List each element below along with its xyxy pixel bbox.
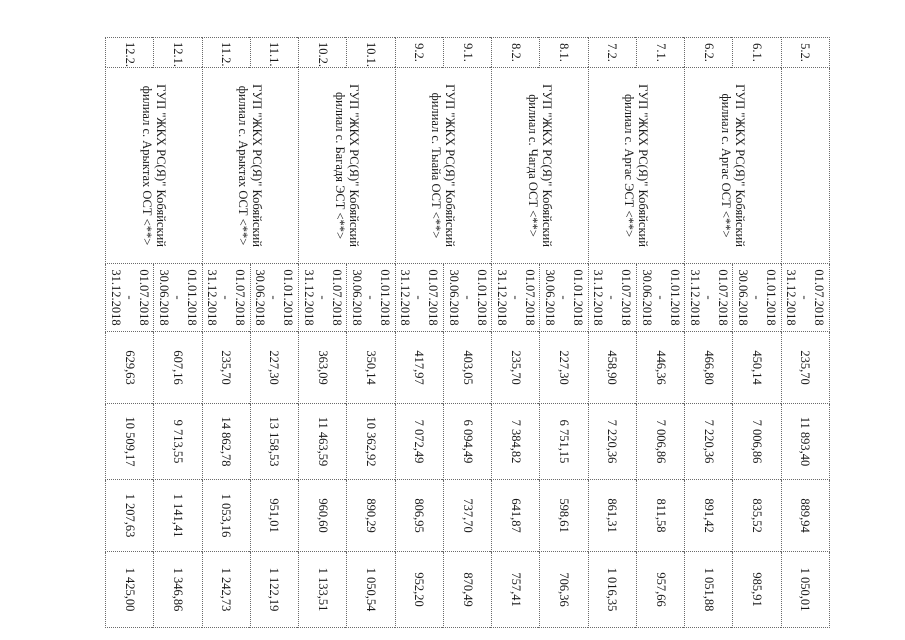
value-cell-4: 985,91 (733, 552, 781, 628)
value-cell-3: 641,87 (492, 480, 540, 552)
period-cell: 01.01.2018 - 30.06.2018 (636, 264, 684, 332)
value-cell-4: 1 133,51 (299, 552, 347, 628)
organization-cell: ГУП "ЖКХ РС(Я)" Кобяйский филиал с. Арыктах ОСТ <**> (106, 68, 203, 264)
value-cell-3: 737,70 (443, 480, 491, 552)
value-cell-3: 891,42 (685, 480, 733, 552)
organization-cell: ГУП "ЖКХ РС(Я)" Кобяйский филиал с. Арыктах ОСТ <**> (202, 68, 299, 264)
organization-cell: ГУП "ЖКХ РС(Я)" Кобяйский филиал с. Аргас ЭСТ <**> (588, 68, 685, 264)
organization-cell: ГУП "ЖКХ РС(Я)" Кобяйский филиал с. Аргас ОСТ <**> (685, 68, 782, 264)
row-number: 11.2. (202, 38, 250, 68)
value-cell-1: 466,80 (685, 332, 733, 404)
value-cell-1: 227,30 (250, 332, 298, 404)
value-cell-3: 835,52 (733, 480, 781, 552)
value-cell-4: 1 016,35 (588, 552, 636, 628)
organization-cell-empty (781, 68, 829, 264)
period-cell: 01.07.2018 - 31.12.2018 (106, 264, 154, 332)
period-cell: 01.07.2018 - 31.12.2018 (395, 264, 443, 332)
value-cell-2: 14 862,78 (202, 404, 250, 480)
value-cell-1: 235,70 (781, 332, 829, 404)
row-number: 12.1. (154, 38, 202, 68)
value-cell-2: 6 094,49 (443, 404, 491, 480)
row-number: 6.2. (685, 38, 733, 68)
value-cell-3: 598,61 (540, 480, 588, 552)
value-cell-2: 6 751,15 (540, 404, 588, 480)
value-cell-4: 1 425,00 (106, 552, 154, 628)
row-number: 7.2. (588, 38, 636, 68)
row-number: 8.2. (492, 38, 540, 68)
value-cell-4: 1 346,86 (154, 552, 202, 628)
value-cell-1: 607,16 (154, 332, 202, 404)
value-cell-2: 7 072,49 (395, 404, 443, 480)
value-cell-1: 235,70 (202, 332, 250, 404)
row-number: 5.2. (781, 38, 829, 68)
value-cell-1: 450,14 (733, 332, 781, 404)
value-cell-1: 235,70 (492, 332, 540, 404)
period-cell: 01.01.2018 - 30.06.2018 (347, 264, 395, 332)
value-cell-2: 7 006,86 (733, 404, 781, 480)
period-cell: 01.01.2018 - 30.06.2018 (250, 264, 298, 332)
table-row (347, 38, 395, 628)
value-cell-1: 403,05 (443, 332, 491, 404)
value-cell-1: 458,90 (588, 332, 636, 404)
period-cell: 01.07.2018 - 31.12.2018 (685, 264, 733, 332)
period-cell: 01.07.2018 - 31.12.2018 (299, 264, 347, 332)
period-cell: 01.01.2018 - 30.06.2018 (733, 264, 781, 332)
value-cell-1: 363,09 (299, 332, 347, 404)
value-cell-3: 806,95 (395, 480, 443, 552)
row-number: 9.2. (395, 38, 443, 68)
value-cell-3: 1 053,16 (202, 480, 250, 552)
value-cell-3: 811,58 (636, 480, 684, 552)
period-cell: 01.07.2018 - 31.12.2018 (588, 264, 636, 332)
organization-cell: ГУП "ЖКХ РС(Я)" Кобяйский филиал с. Тыайа ОСТ <**> (395, 68, 492, 264)
value-cell-2: 7 220,36 (685, 404, 733, 480)
value-cell-1: 417,97 (395, 332, 443, 404)
value-cell-3: 889,94 (781, 480, 829, 552)
value-cell-4: 1 122,19 (250, 552, 298, 628)
row-number: 10.2. (299, 38, 347, 68)
period-cell: 01.07.2018 - 31.12.2018 (202, 264, 250, 332)
table-row (443, 38, 491, 628)
value-cell-2: 11 893,40 (781, 404, 829, 480)
row-number: 6.1. (733, 38, 781, 68)
table-row (250, 38, 298, 628)
value-cell-2: 11 463,59 (299, 404, 347, 480)
value-cell-1: 350,14 (347, 332, 395, 404)
tariff-table (105, 37, 830, 628)
value-cell-4: 757,41 (492, 552, 540, 628)
value-cell-2: 10 362,92 (347, 404, 395, 480)
value-cell-4: 1 051,88 (685, 552, 733, 628)
row-number: 12.2. (106, 38, 154, 68)
table-row (733, 38, 781, 628)
period-cell: 01.01.2018 - 30.06.2018 (443, 264, 491, 332)
organization-cell: ГУП "ЖКХ РС(Я)" Кобяйский филиал с. Багадя ЭСТ <**> (299, 68, 396, 264)
period-cell: 01.07.2018 - 31.12.2018 (781, 264, 829, 332)
value-cell-1: 227,30 (540, 332, 588, 404)
row-number: 8.1. (540, 38, 588, 68)
period-cell: 01.07.2018 - 31.12.2018 (492, 264, 540, 332)
value-cell-4: 870,49 (443, 552, 491, 628)
table-row (154, 38, 202, 628)
value-cell-2: 9 713,55 (154, 404, 202, 480)
organization-cell: ГУП "ЖКХ РС(Я)" Кобяйский филиал с. Чагда ОСТ <**> (492, 68, 589, 264)
value-cell-4: 1 242,73 (202, 552, 250, 628)
value-cell-1: 446,36 (636, 332, 684, 404)
value-cell-2: 13 158,53 (250, 404, 298, 480)
value-cell-3: 951,01 (250, 480, 298, 552)
table-row (636, 38, 684, 628)
value-cell-4: 706,36 (540, 552, 588, 628)
value-cell-1: 629,63 (106, 332, 154, 404)
row-number: 9.1. (443, 38, 491, 68)
value-cell-2: 7 220,36 (588, 404, 636, 480)
value-cell-3: 890,29 (347, 480, 395, 552)
row-number: 10.1. (347, 38, 395, 68)
value-cell-2: 10 509,17 (106, 404, 154, 480)
value-cell-3: 861,31 (588, 480, 636, 552)
value-cell-3: 1 141,41 (154, 480, 202, 552)
period-cell: 01.01.2018 - 30.06.2018 (540, 264, 588, 332)
row-number: 7.1. (636, 38, 684, 68)
value-cell-2: 7 006,86 (636, 404, 684, 480)
value-cell-3: 960,60 (299, 480, 347, 552)
value-cell-3: 1 207,63 (106, 480, 154, 552)
value-cell-4: 1 050,54 (347, 552, 395, 628)
period-cell: 01.01.2018 - 30.06.2018 (154, 264, 202, 332)
value-cell-4: 952,20 (395, 552, 443, 628)
value-cell-2: 7 384,82 (492, 404, 540, 480)
value-cell-4: 1 050,01 (781, 552, 829, 628)
value-cell-4: 957,66 (636, 552, 684, 628)
table-row (781, 38, 829, 628)
table-row (540, 38, 588, 628)
rotated-table-wrapper (105, 37, 830, 627)
row-number: 11.1. (250, 38, 298, 68)
